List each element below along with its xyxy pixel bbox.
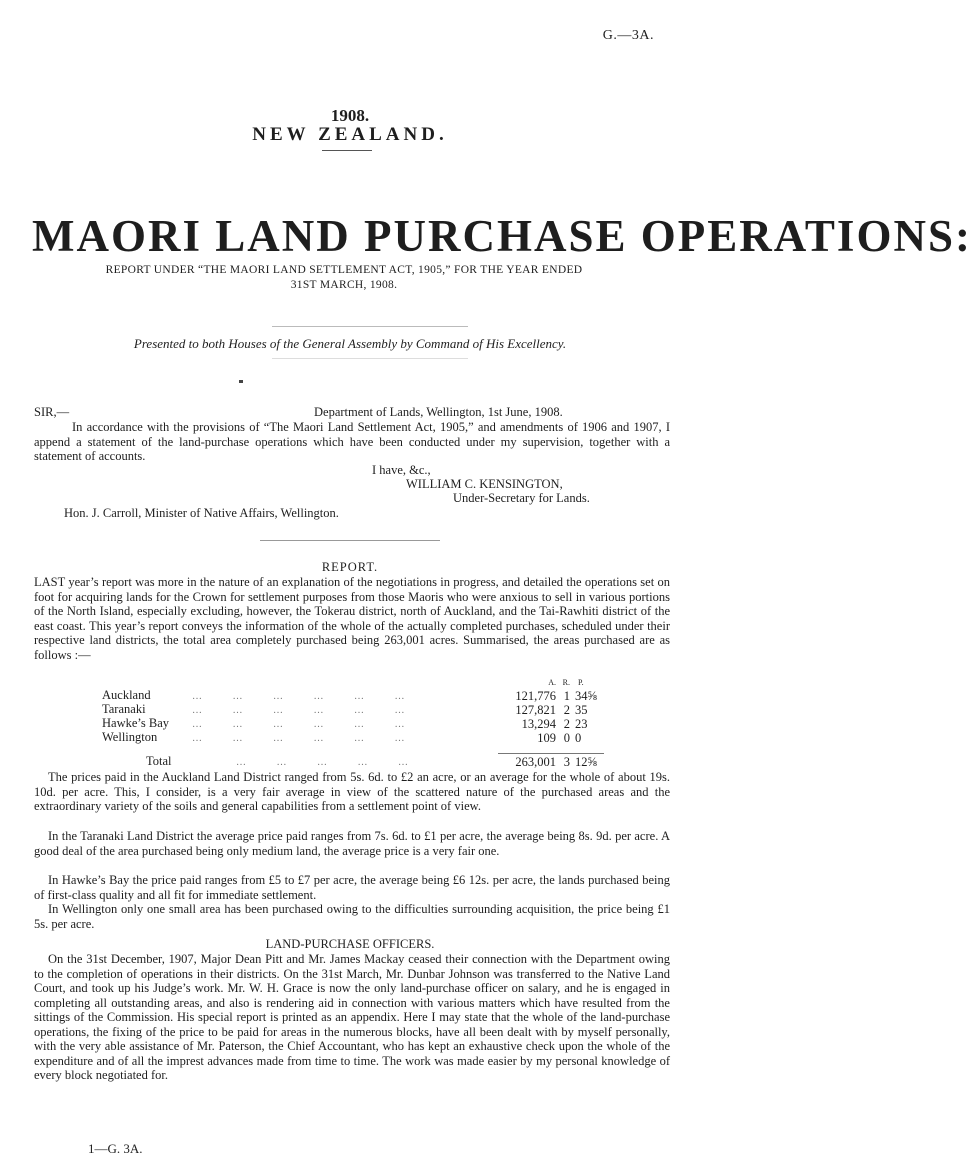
total-roods: 3 [563,754,570,769]
letter-body: In accordance with the provisions of “The Maori Land Settlement Act, 1905,” and amendments of 1906 and 1907, I append a statement of the land-purchase operations which have been conducted under my supervision, together with a statement of accounts. [34,420,670,463]
total-row [102,754,604,771]
district-name: Auckland [102,688,151,702]
unit-roods: R. [562,678,570,687]
rule-row [102,745,604,754]
area-acres: 127,821 [515,702,556,717]
letter-salutation [34,405,69,420]
year: 1908. [330,106,370,125]
area-roods: 2 [563,702,570,717]
report-intro: LAST year’s report was more in the nature of an explanation of the negotiations in progress, and detailed the operations set on foot for acquiring lands for the Crown for settlement purposes from those Maoris who were anxious to sell in various portions of the North Island, especially excluding, however, the Tokerau district, north of Auckland, and the Tai-Rawhiti district of the east coast. This year’s report conveys the information of the whole of the actually completed purchases, scheduled under their respective land districts, the total area completely purchased being 263,001 acres. Summarised, the areas purchased are as follows :— [34,575,670,662]
unit-acres: A. [548,678,556,687]
presented-divider-bottom [272,358,468,359]
area-acres: 109 [537,730,556,745]
signature-mark: 1—G. 3A. [88,1141,143,1156]
leader-dots: … … … … … … [192,719,419,730]
district-name: Hawke’s Bay [102,716,169,730]
subtitle-line-2: 31ST MARCH, 1908. [290,279,398,291]
areas-units-row [102,676,604,689]
area-roods: 0 [563,730,570,745]
district-name: Taranaki [102,702,146,716]
presented-line: Presented to both Houses of the General Assembly by Command of His Excellency. [133,336,567,351]
leader-dots: … … … … … … [192,705,419,716]
areas-table [102,676,604,771]
officers-heading: LAND-PURCHASE OFFICERS. [265,937,435,951]
area-perches: 0 [575,730,582,745]
leader-dots: … … … … … [236,757,422,768]
table-row [102,703,604,717]
presented-divider [272,326,468,327]
stray-mark [239,380,243,383]
table-row [102,689,604,703]
paragraph-wellington: In Wellington only one small area has been purchased owing to the difficulties surrounding acquisition, the price being £1 5s. per acre. [34,902,670,931]
letter-signatory-title: Under-Secretary for Lands. [453,491,590,505]
subtitle-line-1: REPORT UNDER “THE MAORI LAND SETTLEMENT ACT, 1905,” FOR THE YEAR ENDED [105,264,583,276]
letter-signatory: WILLIAM C. KENSINGTON, [406,477,563,491]
area-roods: 2 [563,716,570,731]
salutation: SIR,— [34,405,70,419]
area-acres: 13,294 [521,716,556,731]
report-heading: REPORT. [321,560,379,574]
table-row [102,731,604,745]
letter-addressee: Hon. J. Carroll, Minister of Native Affairs, Wellington. [64,506,339,520]
area-perches: 34⅝ [575,688,597,703]
table-row [102,717,604,731]
country-heading: NEW ZEALAND. [252,124,448,145]
unit-perches: P. [578,678,584,687]
area-perches: 23 [575,716,588,731]
paper-code: G.—3A. [602,28,654,43]
total-acres: 263,001 [515,754,556,769]
letter-place-date: Department of Lands, Wellington, 1st June, 1908. [314,405,563,419]
area-perches: 35 [575,702,588,717]
paragraph-auckland: The prices paid in the Auckland Land District ranged from 5s. 6d. to £2 an acre, or an average for the whole of about 19s. 10d. per acre. This, I consider, is a very fair average in view of the scattered nature of the purchased areas and the extraordinary variety of the soils and general capabilities from a settlement point of view. [34,770,670,813]
leader-dots: … … … … … … [192,733,419,744]
area-acres: 121,776 [515,688,556,703]
subtitle [64,263,624,293]
total-perches: 12⅝ [575,754,597,769]
district-name: Wellington [102,730,158,744]
main-title: MAORI LAND PURCHASE OPERATIONS: [32,211,972,261]
letter-closing: I have, &c., [372,463,431,477]
paragraph-officers: On the 31st December, 1907, Major Dean Pitt and Mr. James Mackay ceased their connection with the Department owing to the completion of operations in their districts. On the 31st March, Mr. Dunbar Johnson was transferred to the Native Land Court, and took up his Judge’s work. Mr. W. H. Grace is now the only land-purchase officer on salary, and he is engaged in completing all outstanding areas, and also is rendering aid in connection with various matters which have resulted from the sittings of the Commission. His special report is printed as an appendix. Here I may state that the whole of the land-purchase operations, the fixing of the price to be paid for areas in the numerous blocks, have all been dealt with by myself personally, with the very able assistance of Mr. Paterson, the Chief Accountant, who has kept an exhaustive check upon the whole of the expenditure and of all the imprest advances made from time to time. The work was made easier by my personal knowledge of every block negotiated for. [34,952,670,1082]
paragraph-taranaki: In the Taranaki Land District the average price paid ranges from 7s. 6d. to £1 per acre, the average being 8s. 9d. per acre. A good deal of the area purchased being only medium land, the average price is a very fair one. [34,829,670,858]
total-label: Total [146,754,172,768]
letter-divider [260,540,440,541]
area-roods: 1 [563,688,570,703]
paragraph-hawkes-bay: In Hawke’s Bay the price paid ranges from £5 to £7 per acre, the average being £6 12s. per acre, the lands purchased being of first-class quality and all fit for immediate settlement. [34,873,670,902]
title-divider [322,150,372,151]
leader-dots: … … … … … … [192,691,419,702]
